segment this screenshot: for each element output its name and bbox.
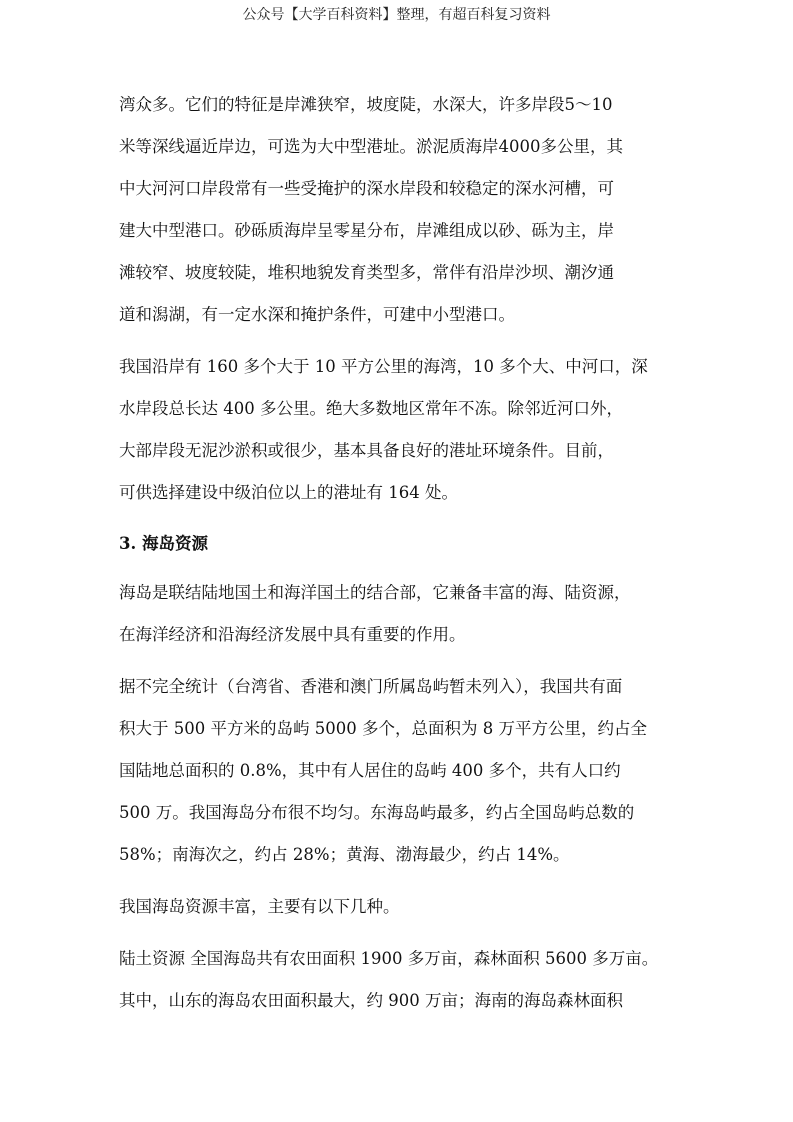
text-line: 我国海岛资源丰富，主要有以下几种。 <box>119 897 400 916</box>
text-line: 其中，山东的海岛农田面积最大，约 900 万亩；海南的海岛森林面积 <box>119 991 623 1010</box>
text-line: 建大中型港口。砂砾质海岸呈零星分布，岸滩组成以砂、砾为主，岸 <box>119 221 614 240</box>
text-line: 可供选择建设中级泊位以上的港址有 164 处。 <box>119 483 458 502</box>
document-body <box>119 84 694 1032</box>
text-line: 水岸段总长达 400 多公里。绝大多数地区常年不冻。除邻近河口外， <box>119 399 623 418</box>
paragraph-resources-intro <box>119 886 694 928</box>
text-line: 大部岸段无泥沙淤积或很少，基本具备良好的港址环境条件。目前， <box>119 441 614 460</box>
text-line: 500 万。我国海岛分布很不均匀。东海岛屿最多，约占全国岛屿总数的 <box>119 803 635 822</box>
text-line: 在海洋经济和沿海经济发展中具有重要的作用。 <box>119 625 466 644</box>
paragraph-land-resources <box>119 938 694 1022</box>
text-line: 据不完全统计（台湾省、香港和澳门所属岛屿暂未列入），我国共有面 <box>119 677 623 696</box>
paragraph-island-statistics <box>119 666 694 876</box>
text-line: 滩较窄、坡度较陡，堆积地貌发育类型多，常伴有沿岸沙坝、潮汐通 <box>119 263 614 282</box>
section-heading: 3. 海岛资源 <box>119 534 208 553</box>
text-line: 积大于 500 平方米的岛屿 5000 多个，总面积为 8 万平方公里，约占全 <box>119 719 647 738</box>
text-line: 米等深线逼近岸边，可选为大中型港址。淤泥质海岸4000多公里，其 <box>119 137 623 156</box>
text-line: 58%；南海次之，约占 28%；黄海、渤海最少，约占 14%。 <box>119 845 570 864</box>
paragraph-harbor-coast <box>119 84 694 336</box>
paragraph-island-intro <box>119 572 694 656</box>
text-line: 海岛是联结陆地国土和海洋国土的结合部，它兼备丰富的海、陆资源， <box>119 583 631 602</box>
page-header: 公众号【大学百科资料】整理，有超百科复习资料 <box>242 7 551 23</box>
text-line: 中大河河口岸段常有一些受掩护的深水岸段和较稳定的深水河槽，可 <box>119 179 614 198</box>
text-line: 道和潟湖，有一定水深和掩护条件，可建中小型港口。 <box>119 305 515 324</box>
text-line: 湾众多。它们的特征是岸滩狭窄，坡度陡，水深大，许多岸段5～10 <box>119 95 613 114</box>
text-line: 我国沿岸有 160 多个大于 10 平方公里的海湾，10 多个大、中河口，深 <box>119 357 648 376</box>
text-line: 陆土资源 全国海岛共有农田面积 1900 多万亩，森林面积 5600 多万亩。 <box>119 949 659 968</box>
text-line: 国陆地总面积的 0.8%，其中有人居住的岛屿 400 多个，共有人口约 <box>119 761 621 780</box>
paragraph-bays <box>119 346 694 514</box>
